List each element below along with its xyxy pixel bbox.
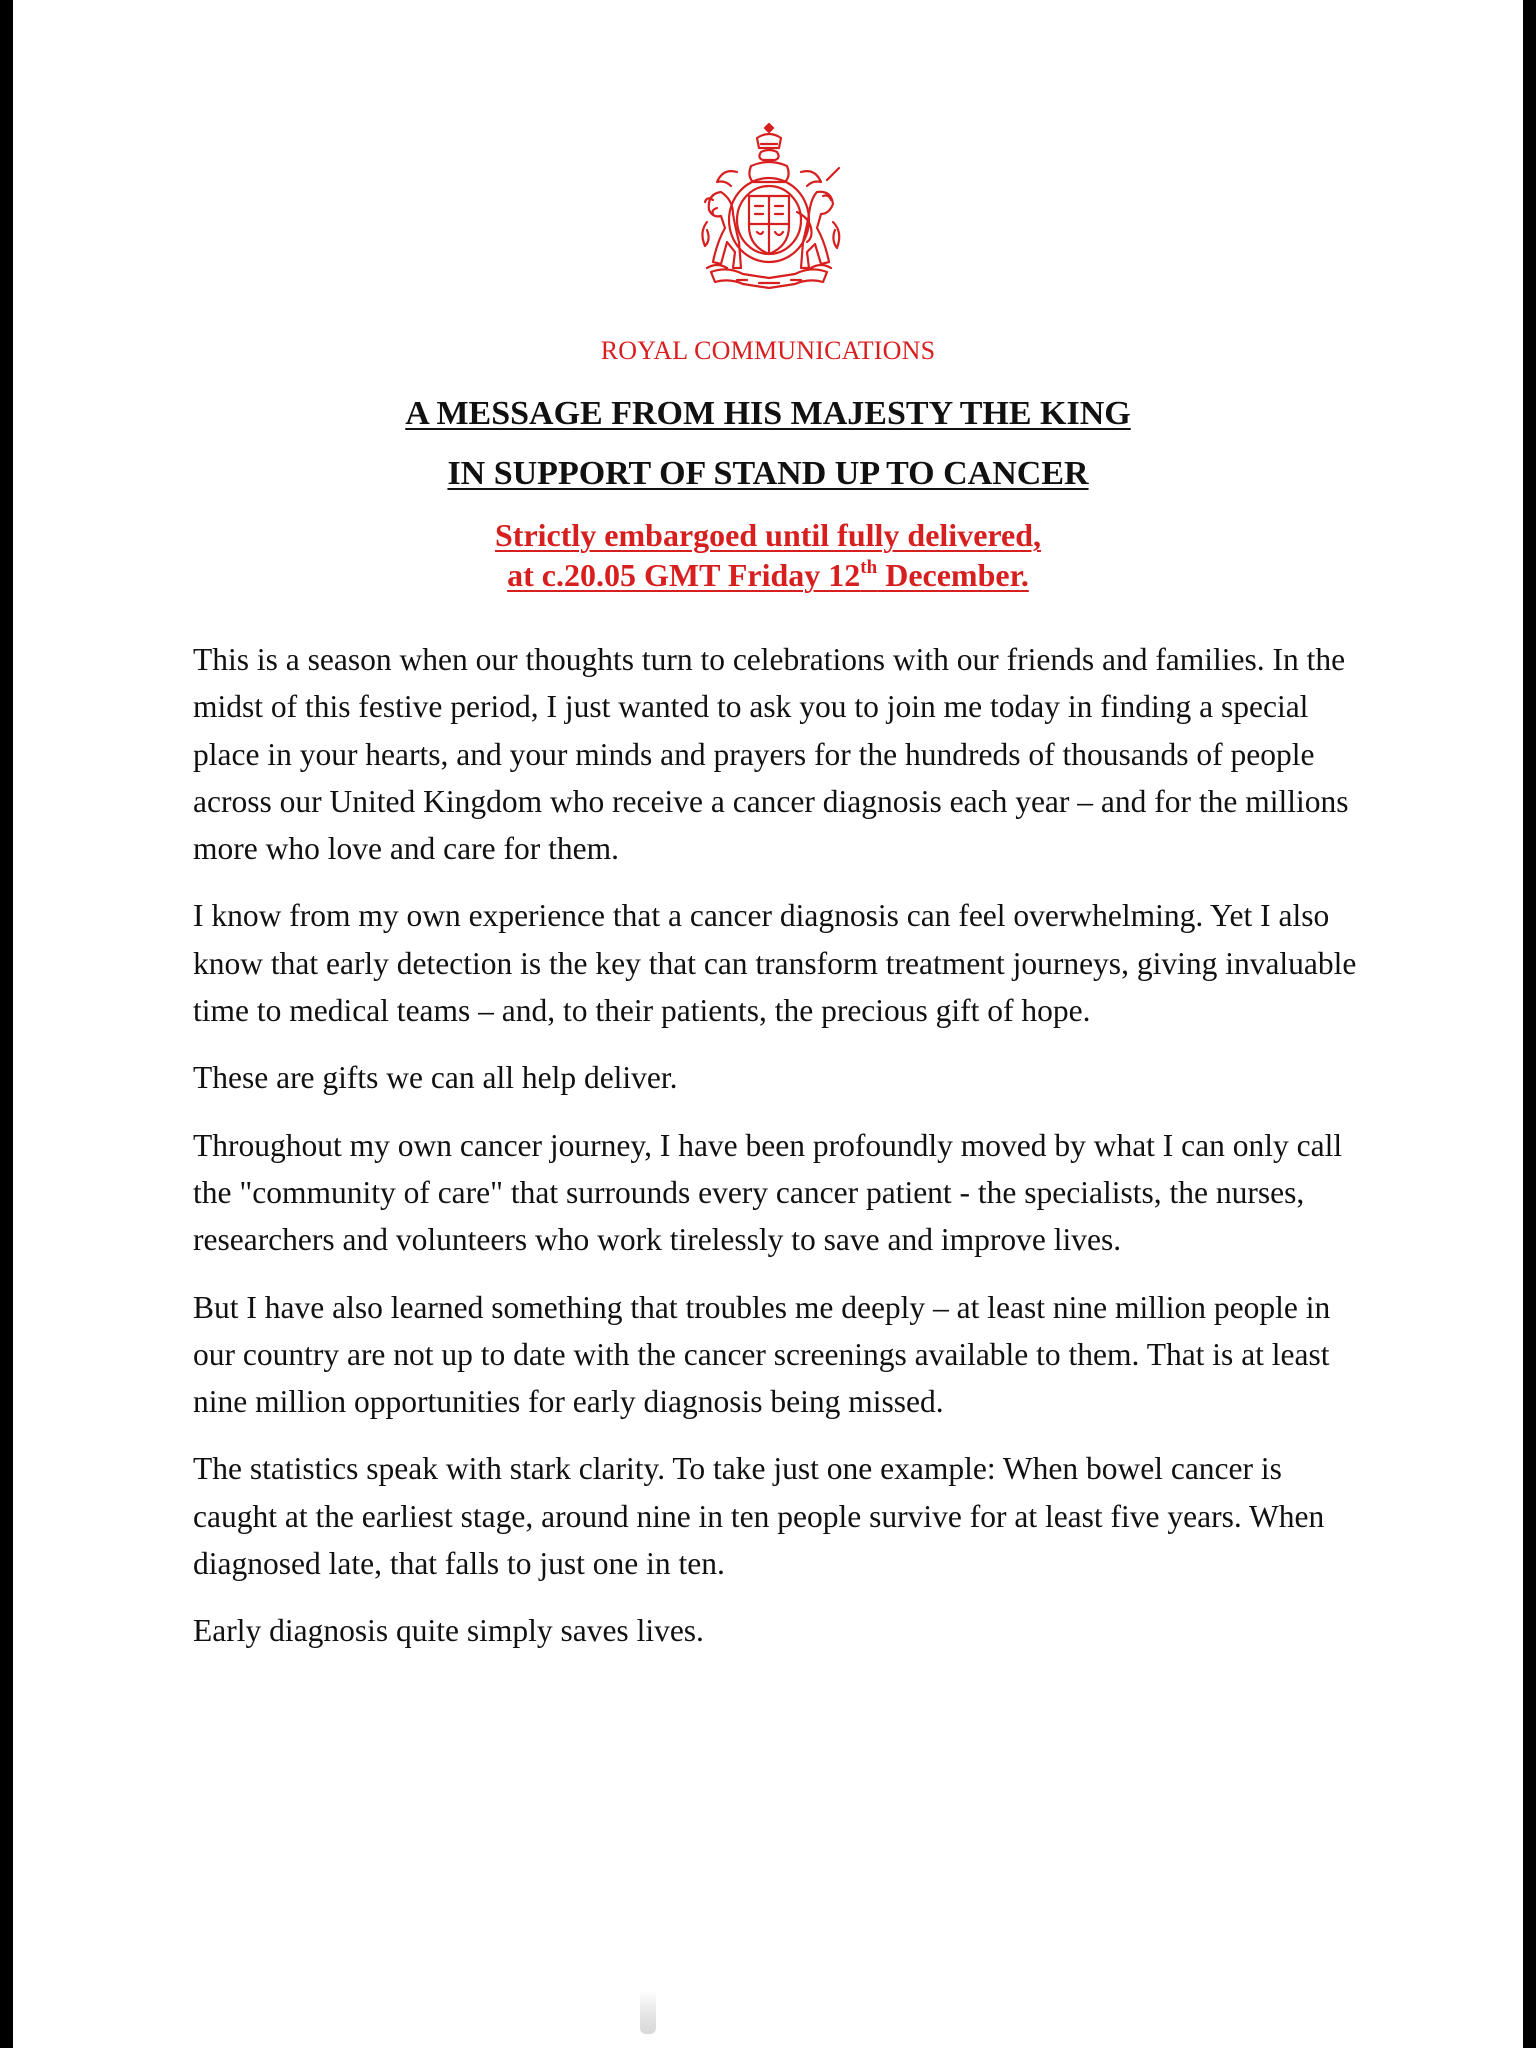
body-paragraph: Throughout my own cancer journey, I have been profoundly moved by what I can only call the "community of care" that surrounds every cancer patient - the specialists, the nurses, researchers and volunteers who work tirelessly to save and improve lives.	[193, 1127, 1343, 1258]
body-paragraph: I know from my own experience that a cancer diagnosis can feel overwhelming. Yet I also know that early detection is the key that can transform treatment journeys, giving invaluable time to medical teams – and, to their patients, the precious gift of hope.	[193, 898, 1357, 1029]
embargo-month: December.	[877, 557, 1029, 593]
body-paragraph: But I have also learned something that troubles me deeply – at least nine million people in our country are not up to date with the cancer screenings available to them. That is at least nine million opportunities for early diagnosis being missed.	[193, 1289, 1331, 1420]
message-title-line-1: A MESSAGE FROM HIS MAJESTY THE KING	[405, 395, 1131, 432]
document-page	[13, 0, 1523, 2048]
embargo-date-suffix: th	[860, 557, 878, 578]
body-paragraph: These are gifts we can all help deliver.	[193, 1060, 678, 1096]
embargo-notice	[13, 515, 1523, 595]
embargo-time-date: at c.20.05 GMT Friday 12	[507, 557, 861, 593]
page-footer-mark	[640, 1990, 656, 2034]
message-body	[193, 636, 1363, 1675]
body-paragraph: Early diagnosis quite simply saves lives.	[193, 1613, 704, 1649]
organization-name: ROYAL COMMUNICATIONS	[600, 336, 936, 365]
body-paragraph: The statistics speak with stark clarity. To take just one example: When bowel cancer is caught at the earliest stage, around nine in ten people survive for at least five years. When diagnosed late, that falls to just one in ten.	[193, 1451, 1325, 1582]
royal-crest-icon	[677, 122, 867, 294]
embargo-line-2	[13, 555, 1523, 595]
message-title-line-2: IN SUPPORT OF STAND UP TO CANCER	[447, 455, 1089, 492]
embargo-line-1: Strictly embargoed until fully delivered,	[494, 517, 1042, 553]
body-paragraph: This is a season when our thoughts turn to celebrations with our friends and families. In the midst of this festive period, I just wanted to ask you to join me today in finding a special place in your hearts, and your minds and prayers for the hundreds of thousands of people across our United Kingdom who receive a cancer diagnosis each year – and for the millions more who love and care for them.	[193, 642, 1349, 867]
